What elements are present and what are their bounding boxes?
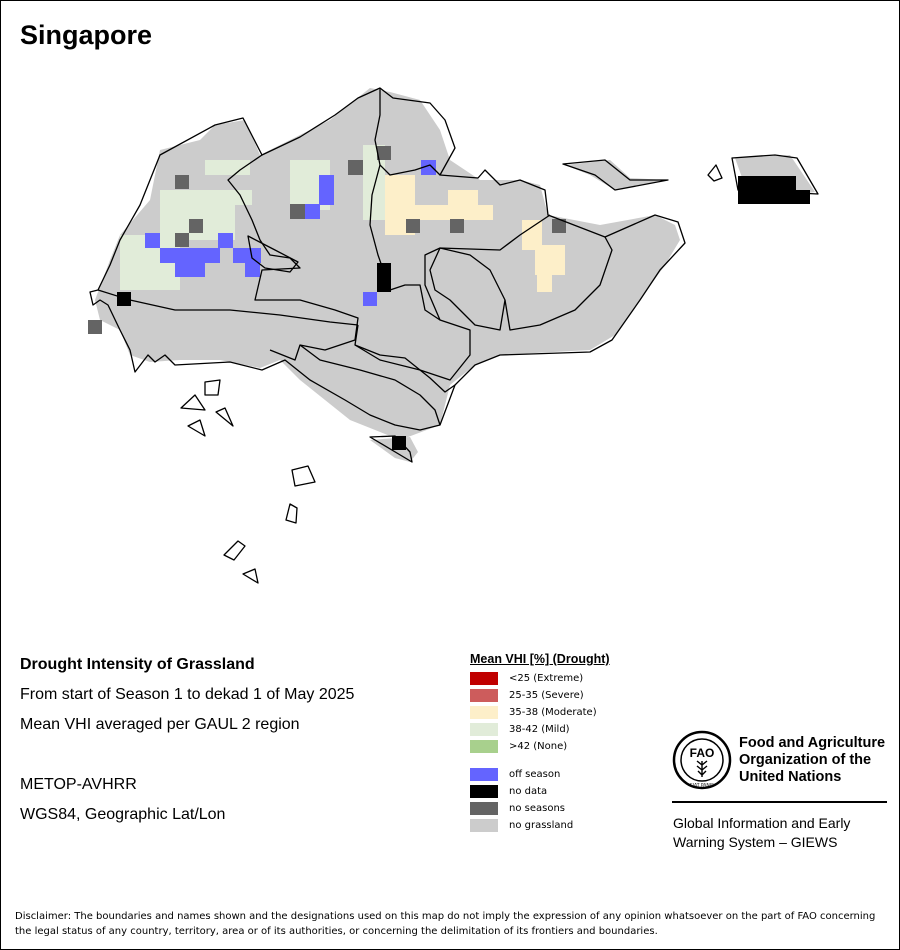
legend-swatch	[470, 785, 498, 798]
legend-swatch	[470, 768, 498, 781]
legend-label: no grassland	[509, 820, 574, 831]
legend-label: no seasons	[509, 803, 566, 814]
legend-label: 25-35 (Severe)	[509, 690, 584, 701]
legend-label: <25 (Extreme)	[509, 673, 584, 684]
island-s8	[243, 569, 258, 583]
method-text: Mean VHI averaged per GAUL 2 region	[20, 716, 300, 733]
legend-swatch	[470, 740, 498, 753]
legend-swatch	[470, 706, 498, 719]
island-s4	[188, 420, 205, 436]
map-title: Singapore	[20, 20, 153, 50]
legend-label: 38-42 (Mild)	[509, 724, 570, 735]
island-s1	[205, 380, 220, 395]
island-s2	[181, 395, 205, 410]
giews-line1: Global Information and Early	[673, 815, 851, 831]
legend-swatch	[470, 819, 498, 832]
island-east-a	[708, 165, 722, 181]
legend-label: off season	[509, 769, 561, 780]
period-text: From start of Season 1 to dekad 1 of May 2025	[20, 686, 355, 703]
legend	[470, 652, 610, 831]
island-s3	[216, 408, 233, 426]
fao-divider	[672, 801, 887, 803]
island-s7	[224, 541, 245, 560]
fao-name-line2: Organization of the	[739, 752, 872, 768]
legend-label: >42 (None)	[509, 741, 568, 752]
legend-label: no data	[509, 786, 548, 797]
fao-logo-motto: FIAT PANIS	[690, 783, 714, 789]
sensor-text: METOP-AVHRR	[20, 776, 137, 793]
fao-logo	[672, 730, 732, 790]
legend-swatch	[470, 672, 498, 685]
fao-name-line1: Food and Agriculture	[739, 735, 886, 751]
map-heading: Drought Intensity of Grassland	[20, 656, 255, 673]
disclaimer: Disclaimer: The boundaries and names shown and the designations used on this map do not imply the expression of any opinion whatsoever on the part of FAO concerning the legal status of any country, territory, area or of its authorities, or concerning the delimitation of its frontiers and boundaries.	[15, 911, 876, 937]
legend-swatch	[470, 689, 498, 702]
legend-label: 35-38 (Moderate)	[509, 707, 597, 718]
fao-name-line3: United Nations	[739, 769, 842, 785]
projection-text: WGS84, Geographic Lat/Lon	[20, 806, 226, 823]
legend-swatch	[470, 723, 498, 736]
fao-name	[739, 735, 885, 786]
legend-swatch	[470, 802, 498, 815]
island-s5	[292, 466, 315, 486]
giews-line2: Warning System – GIEWS	[673, 834, 838, 850]
island-s6	[286, 504, 297, 523]
fao-logo-letters: FAO	[689, 746, 715, 760]
legend-title: Mean VHI [%] (Drought)	[470, 652, 610, 666]
giews-name	[673, 814, 850, 852]
